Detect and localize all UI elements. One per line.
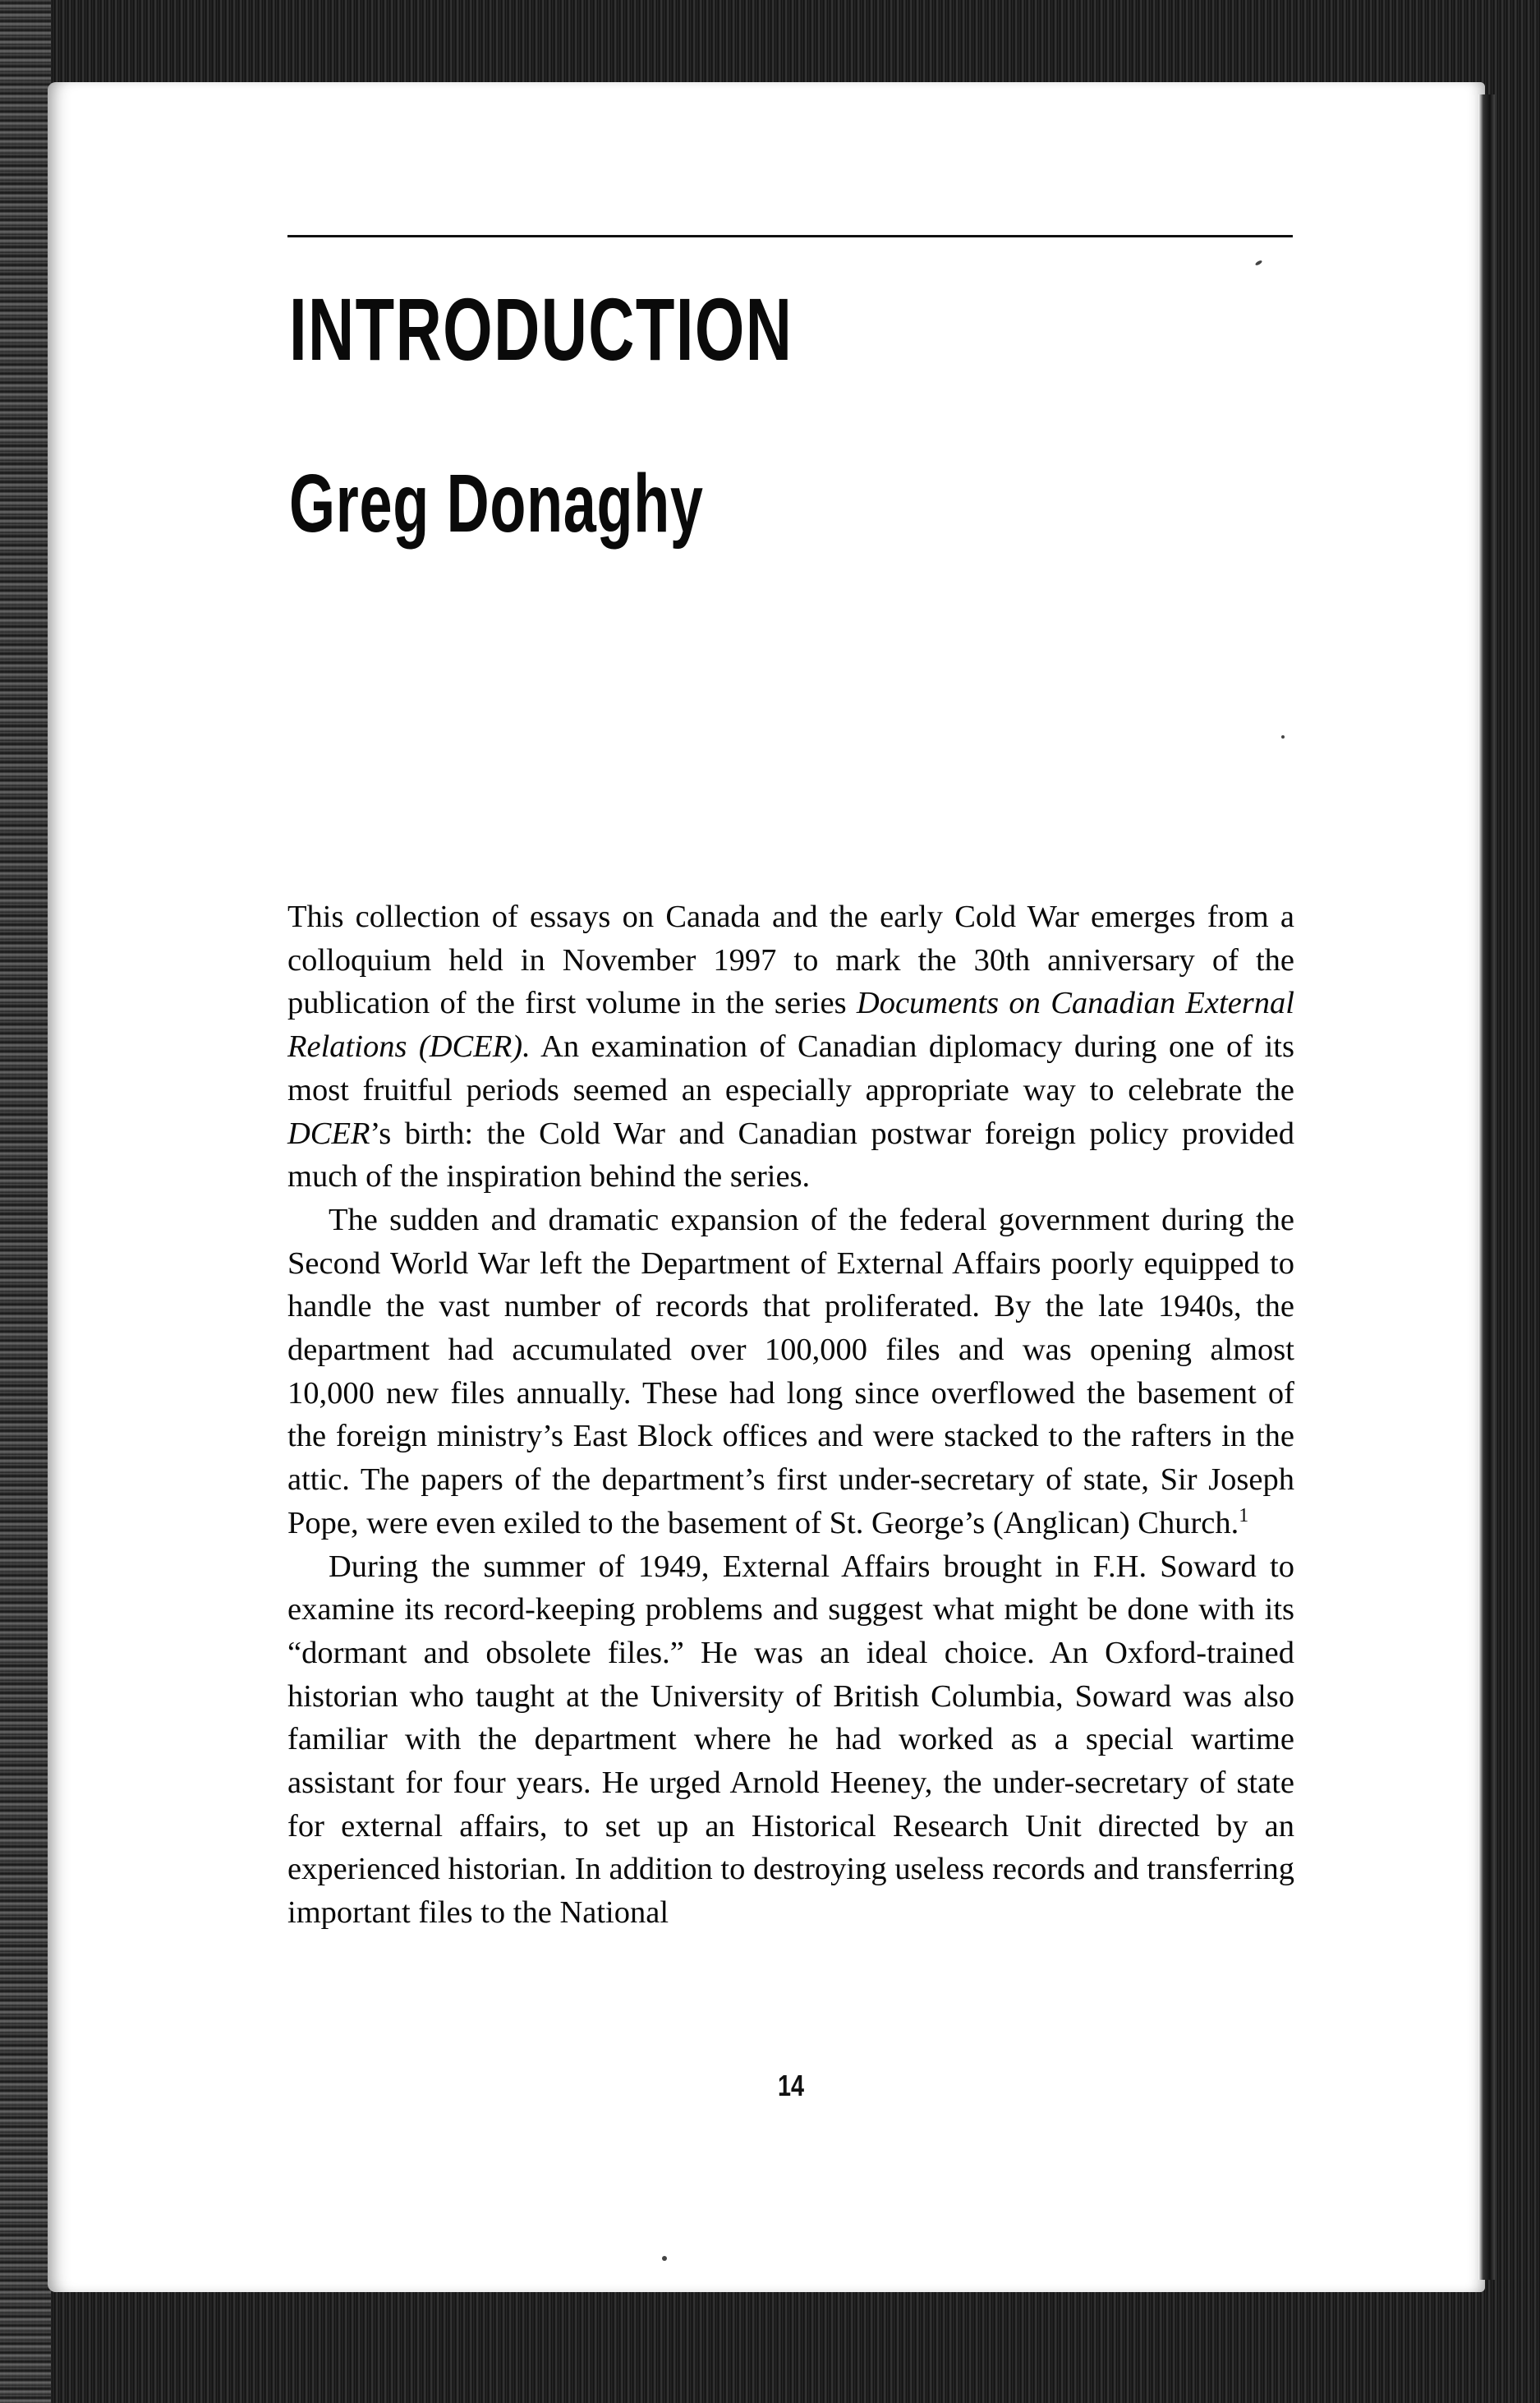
top-rule <box>287 235 1293 237</box>
paragraph-text: During the summer of 1949, External Affairs brought in F.H. Soward to examine its record-keeping problems and suggest what might be done with its “dormant and obsolete files.” He was an ideal choice. An Oxford-trained historian who taught at the University of British Columbia, Soward was also familiar with the department where he had worked as a special wartime assistant for four years. He urged Arnold Heeney, the under-secretary of state for external affairs, to set up an Historical Research Unit directed by an experienced historian. In addition to destroying useless records and transferring important files to the National <box>287 1549 1294 1931</box>
paragraph-text: ’s birth: the Cold War and Canadian postwar foreign policy provided much of the inspiration behind the series. <box>287 1116 1294 1195</box>
book-spine-edge <box>0 0 51 2403</box>
paragraph-1 <box>287 895 1294 1199</box>
paragraph-text: The sudden and dramatic expansion of the federal government during the Second World War left the Department of External Affairs poorly equipped to handle the vast number of records that proliferated. By the late 1940s, the department had accumulated over 100,000 files and was opening almost 10,000 new files annually. These had long since overflowed the basement of the foreign ministry’s East Block offices and were stacked to the rafters in the attic. The papers of the department’s first under-secretary of state, Sir Joseph Pope, were even exiled to the basement of St. George’s (Anglican) Church. <box>287 1202 1294 1540</box>
series-abbrev: DCER <box>287 1116 370 1151</box>
scan-speck <box>662 2256 667 2261</box>
series-title: Documents on Canadian External Relations (DCER). <box>287 986 1294 1065</box>
paragraph-text: An examination of Canadian diplomacy during one of its most fruitful periods seemed an especially appropriate way to celebrate the <box>287 1029 1294 1107</box>
scan-speck <box>1281 735 1285 739</box>
body-text <box>287 895 1294 1935</box>
page-number: 14 <box>777 2069 805 2102</box>
paragraph-3 <box>287 1545 1294 1935</box>
page-edge <box>1478 94 1495 2280</box>
chapter-author: Greg Donaghy <box>289 458 704 550</box>
paragraph-text: This collection of essays on Canada and the early Cold War emerges from a colloquium held in November 1997 to mark the 30th anniversary of the publication of the first volume in the series <box>287 900 1294 1021</box>
footnote-ref: 1 <box>1239 1505 1249 1527</box>
chapter-title: INTRODUCTION <box>289 279 793 379</box>
paragraph-2 <box>287 1199 1294 1545</box>
